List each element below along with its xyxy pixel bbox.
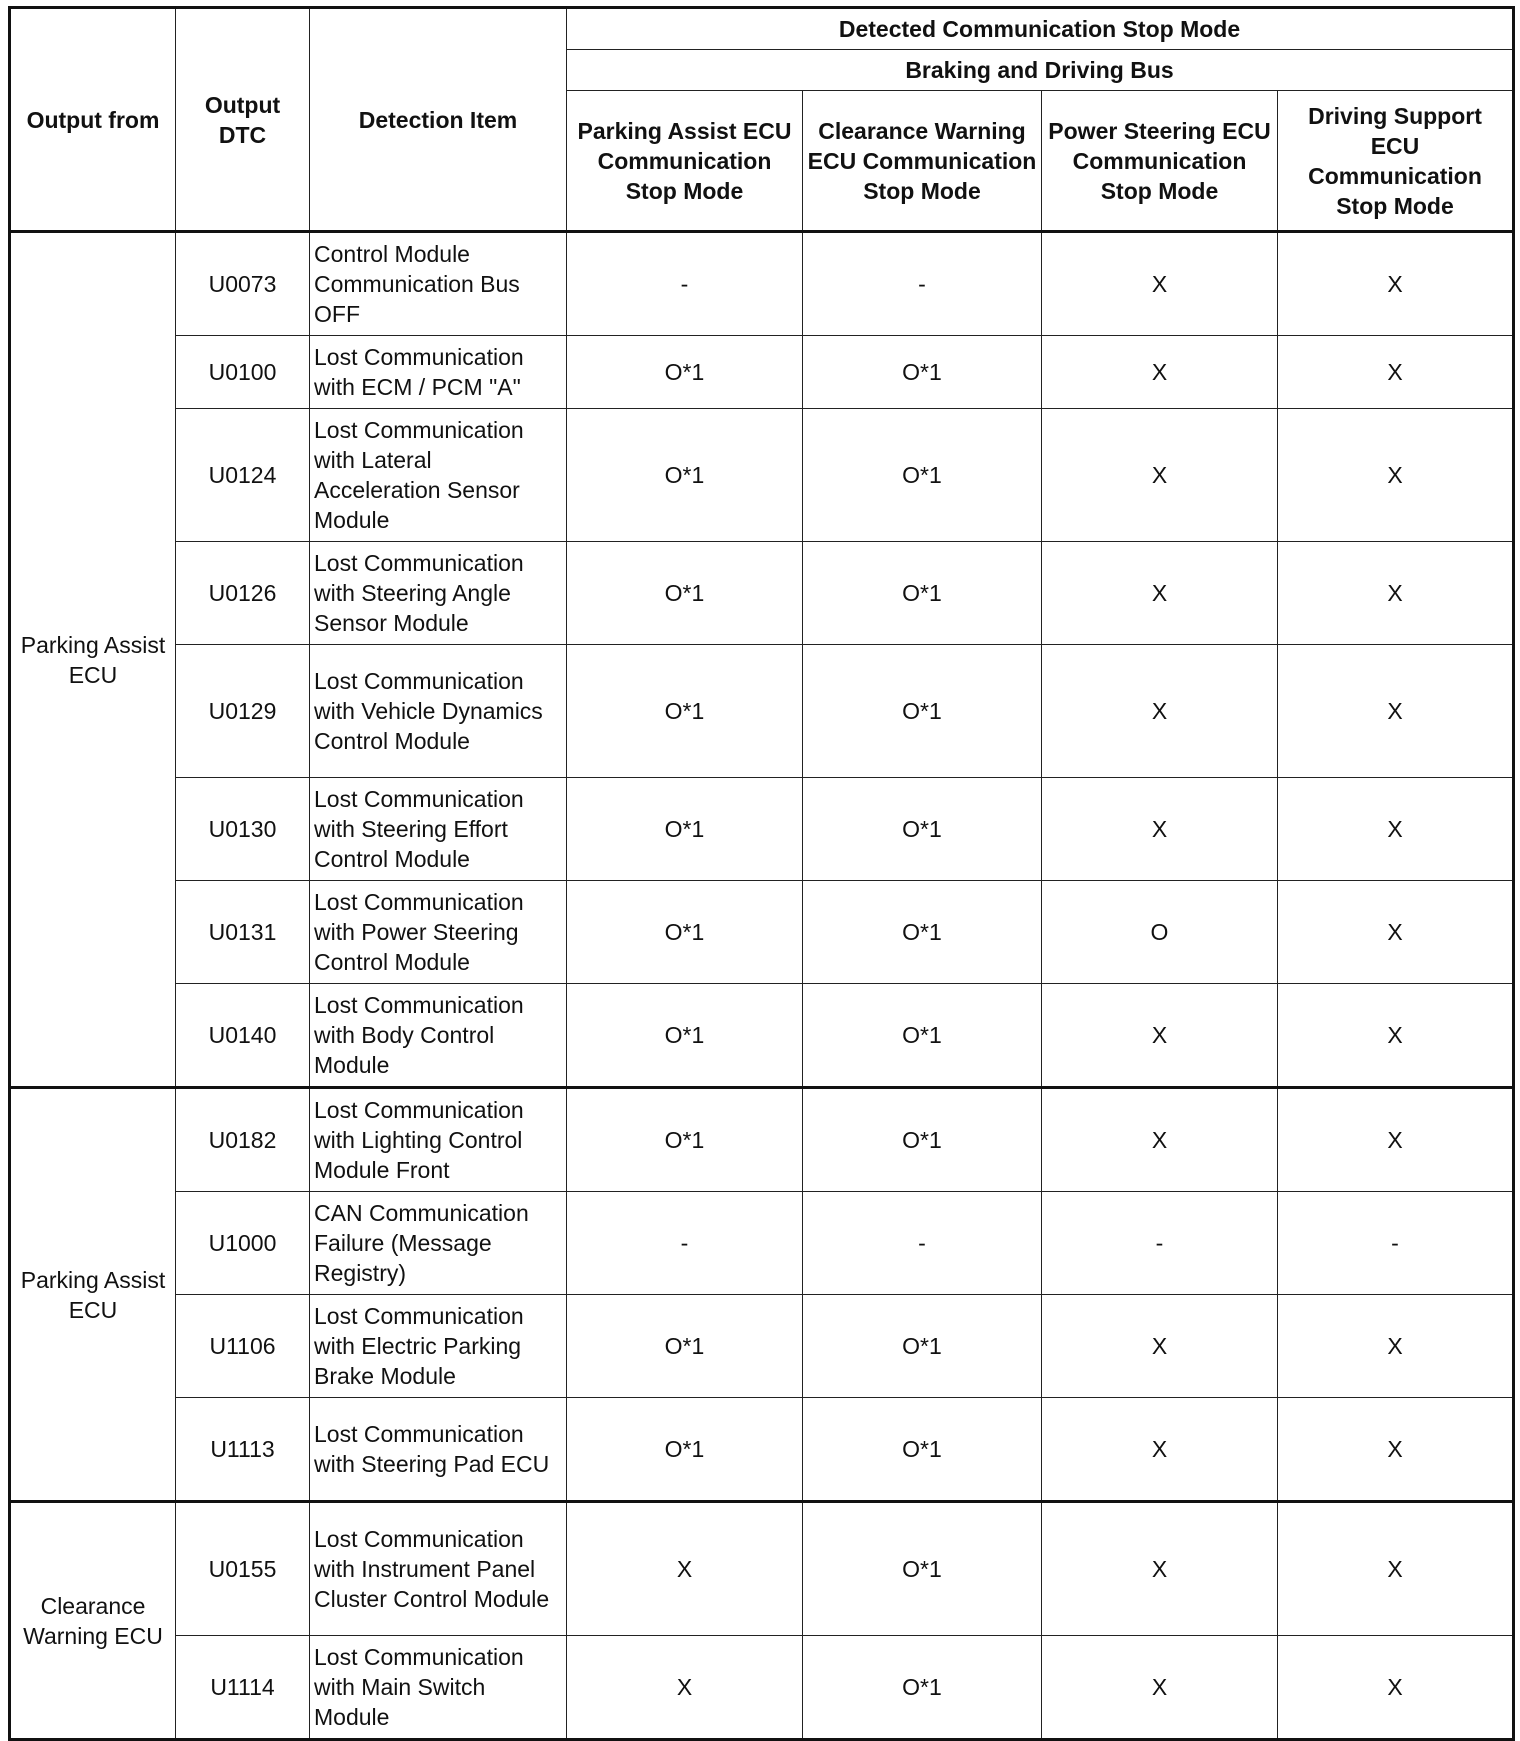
mark-clearance-warning: O*1 [803,336,1042,409]
mark-power-steering: X [1042,232,1278,336]
mark-parking-assist: O*1 [567,778,803,881]
mark-clearance-warning: O*1 [803,984,1042,1088]
mark-driving-support: X [1278,984,1514,1088]
mark-parking-assist: X [567,1502,803,1636]
mark-power-steering: X [1042,409,1278,542]
mark-parking-assist: O*1 [567,645,803,778]
mark-power-steering: X [1042,1502,1278,1636]
header-output-dtc: Output DTC [176,8,310,232]
mark-clearance-warning: O*1 [803,645,1042,778]
detection-item: Lost Communication with Main Switch Module [310,1636,567,1740]
dtc-code: U1000 [176,1192,310,1295]
table-row [10,1088,1514,1192]
table-row [10,1398,1514,1502]
table-row [10,984,1514,1088]
table-row [10,1502,1514,1636]
detection-item: Lost Communication with Vehicle Dynamics Control Module [310,645,567,778]
mark-parking-assist: O*1 [567,984,803,1088]
mark-clearance-warning: O*1 [803,409,1042,542]
mark-power-steering: X [1042,336,1278,409]
mark-clearance-warning: - [803,232,1042,336]
dtc-code: U0155 [176,1502,310,1636]
mark-parking-assist: O*1 [567,409,803,542]
table-body [10,232,1514,1740]
dtc-code: U1114 [176,1636,310,1740]
detection-item: Lost Communication with Instrument Panel Cluster Control Module [310,1502,567,1636]
detection-item: Lost Communication with Steering Pad ECU [310,1398,567,1502]
mark-driving-support: X [1278,232,1514,336]
mark-clearance-warning: O*1 [803,1502,1042,1636]
header-mode-clearance-warning: Clearance Warning ECU Communication Stop Mode [803,91,1042,232]
table-row [10,232,1514,336]
mark-driving-support: X [1278,542,1514,645]
table-row [10,881,1514,984]
mark-clearance-warning: O*1 [803,778,1042,881]
detection-item: Control Module Communication Bus OFF [310,232,567,336]
dtc-communication-stop-mode-table [8,6,1515,1741]
group-cell: Parking Assist ECU [10,232,176,1088]
dtc-code: U1113 [176,1398,310,1502]
dtc-code: U0140 [176,984,310,1088]
mark-power-steering: O [1042,881,1278,984]
mark-driving-support: X [1278,1636,1514,1740]
mark-driving-support: X [1278,778,1514,881]
detection-item: Lost Communication with ECM / PCM "A" [310,336,567,409]
table-row [10,336,1514,409]
mark-parking-assist: O*1 [567,542,803,645]
dtc-code: U0124 [176,409,310,542]
dtc-code: U0131 [176,881,310,984]
mark-clearance-warning: O*1 [803,881,1042,984]
mark-clearance-warning: O*1 [803,1398,1042,1502]
mark-clearance-warning: O*1 [803,1295,1042,1398]
detection-item: Lost Communication with Body Control Module [310,984,567,1088]
mark-clearance-warning: - [803,1192,1042,1295]
header-detected-mode: Detected Communication Stop Mode [567,8,1514,50]
mark-power-steering: X [1042,1295,1278,1398]
mark-clearance-warning: O*1 [803,1636,1042,1740]
detection-item: Lost Communication with Steering Angle Sensor Module [310,542,567,645]
mark-parking-assist: O*1 [567,1088,803,1192]
dtc-code: U0073 [176,232,310,336]
detection-item: Lost Communication with Steering Effort Control Module [310,778,567,881]
table-row [10,409,1514,542]
header-mode-parking-assist: Parking Assist ECU Communication Stop Mode [567,91,803,232]
table-row [10,778,1514,881]
table-row [10,542,1514,645]
mark-power-steering: X [1042,1088,1278,1192]
dtc-code: U0126 [176,542,310,645]
mark-power-steering: X [1042,1398,1278,1502]
detection-item: Lost Communication with Power Steering Control Module [310,881,567,984]
table-header [10,8,1514,232]
mark-clearance-warning: O*1 [803,542,1042,645]
dtc-code: U0129 [176,645,310,778]
header-detection-item: Detection Item [310,8,567,232]
mark-driving-support: X [1278,1502,1514,1636]
header-output-from: Output from [10,8,176,232]
mark-driving-support: X [1278,336,1514,409]
table-row [10,1192,1514,1295]
detection-item: Lost Communication with Electric Parking Brake Module [310,1295,567,1398]
mark-parking-assist: - [567,1192,803,1295]
mark-power-steering: X [1042,645,1278,778]
mark-driving-support: X [1278,1295,1514,1398]
mark-parking-assist: O*1 [567,881,803,984]
detection-item: CAN Communication Failure (Message Registry) [310,1192,567,1295]
mark-parking-assist: O*1 [567,1398,803,1502]
mark-parking-assist: O*1 [567,336,803,409]
mark-power-steering: X [1042,1636,1278,1740]
mark-driving-support: X [1278,645,1514,778]
mark-parking-assist: X [567,1636,803,1740]
dtc-code: U1106 [176,1295,310,1398]
header-mode-power-steering: Power Steering ECU Communication Stop Mode [1042,91,1278,232]
mark-driving-support: X [1278,409,1514,542]
dtc-code: U0182 [176,1088,310,1192]
mark-driving-support: X [1278,881,1514,984]
header-bus: Braking and Driving Bus [567,50,1514,91]
group-cell: Parking Assist ECU [10,1088,176,1502]
mark-driving-support: X [1278,1088,1514,1192]
table-row [10,1295,1514,1398]
mark-power-steering: X [1042,778,1278,881]
mark-clearance-warning: O*1 [803,1088,1042,1192]
mark-power-steering: - [1042,1192,1278,1295]
table-row [10,645,1514,778]
detection-item: Lost Communication with Lighting Control Module Front [310,1088,567,1192]
mark-parking-assist: O*1 [567,1295,803,1398]
group-cell: Clearance Warning ECU [10,1502,176,1740]
dtc-code: U0130 [176,778,310,881]
dtc-code: U0100 [176,336,310,409]
detection-item: Lost Communication with Lateral Acceleration Sensor Module [310,409,567,542]
mark-power-steering: X [1042,542,1278,645]
mark-driving-support: X [1278,1398,1514,1502]
mark-driving-support: - [1278,1192,1514,1295]
mark-parking-assist: - [567,232,803,336]
header-mode-driving-support: Driving Support ECU Communication Stop Mode [1278,91,1514,232]
mark-power-steering: X [1042,984,1278,1088]
